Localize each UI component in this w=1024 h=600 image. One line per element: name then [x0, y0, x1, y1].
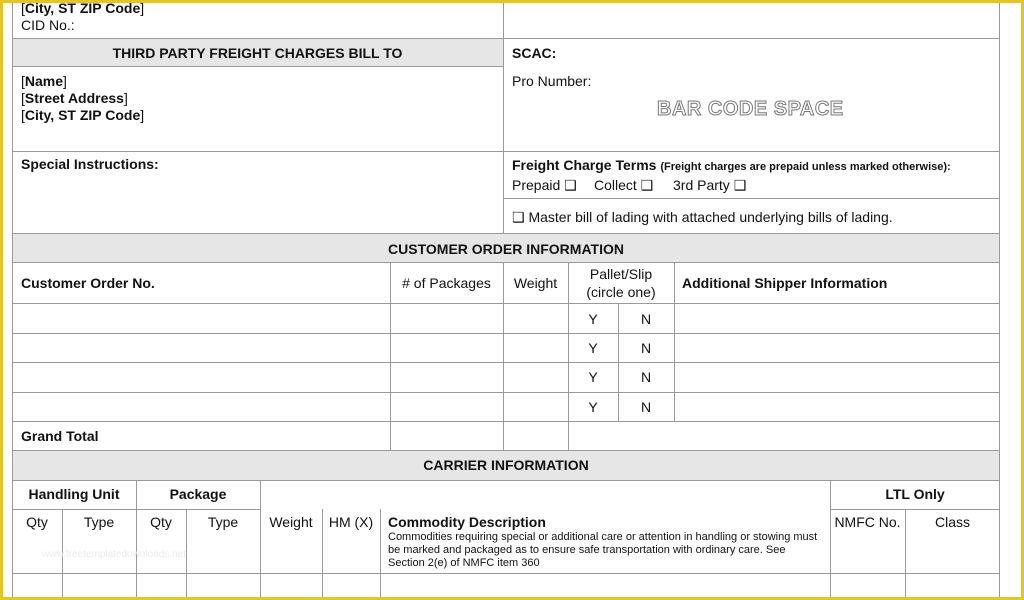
customer-order-header: CUSTOMER ORDER INFORMATION [388, 241, 624, 257]
master-bill-checkbox[interactable]: ❑ Master bill of lading with attached underlying bills of lading. [512, 209, 893, 225]
pallet-yes-option[interactable]: Y [588, 340, 598, 356]
col-nmfc-no: NMFC No. [834, 514, 901, 530]
col-class: Class [934, 514, 970, 530]
cid-number-label: CID No.: [21, 17, 75, 33]
col-weight: Weight [513, 275, 558, 291]
freight-charge-terms: Freight Charge Terms (Freight charges are prepaid unless marked otherwise): [512, 157, 951, 173]
col-handling-type: Type [83, 514, 115, 530]
handling-unit-header: Handling Unit [28, 486, 120, 502]
scac-label: SCAC: [512, 45, 557, 61]
slip-no-option[interactable]: N [640, 311, 652, 327]
slip-no-option[interactable]: N [640, 340, 652, 356]
barcode-space: BAR CODE SPACE [657, 98, 844, 120]
col-package-qty: Qty [150, 514, 172, 530]
pallet-yes-option[interactable]: Y [588, 311, 598, 327]
col-commodity-description: Commodity Description [388, 514, 546, 530]
bill-to-name-line[interactable]: [Name] [21, 73, 67, 89]
pallet-yes-option[interactable]: Y [588, 399, 598, 415]
bill-to-header: THIRD PARTY FREIGHT CHARGES BILL TO [112, 45, 403, 61]
carrier-info-header: CARRIER INFORMATION [423, 457, 589, 473]
faint-watermark: www.freetemplatedownloads.net [42, 549, 186, 560]
col-package-type: Type [207, 514, 239, 530]
commodity-description-note: Commodities requiring special or additional care or attention in handling or stowing must be marked and packaged as to ensure safe transportation with ordinary care. See Section 2(e) of NMFC item 360 [388, 531, 818, 569]
col-hazmat: HM (X) [328, 514, 374, 530]
prepaid-checkbox[interactable]: Prepaid ❑ [512, 177, 577, 193]
pro-number-label: Pro Number: [512, 73, 592, 89]
col-pallet-slip-note: (circle one) [586, 284, 656, 300]
col-pallet-slip: Pallet/Slip [589, 266, 653, 282]
grand-total-label: Grand Total [21, 428, 99, 444]
col-customer-order-no: Customer Order No. [21, 275, 155, 291]
col-additional-shipper-info: Additional Shipper Information [682, 275, 888, 291]
ship-from-city-line: [City, ST ZIP Code] [21, 0, 145, 16]
col-weight: Weight [269, 514, 313, 530]
pallet-yes-option[interactable]: Y [588, 369, 598, 385]
slip-no-option[interactable]: N [640, 369, 652, 385]
bill-to-city-line[interactable]: [City, ST ZIP Code] [21, 107, 145, 123]
bill-to-street-line[interactable]: [Street Address] [21, 90, 128, 106]
third-party-checkbox[interactable]: 3rd Party ❑ [673, 177, 747, 193]
collect-checkbox[interactable]: Collect ❑ [594, 177, 654, 193]
col-packages: # of Packages [402, 275, 491, 291]
ltl-only-header: LTL Only [885, 486, 945, 502]
package-header: Package [169, 486, 227, 502]
bill-of-lading-form [12, 0, 1000, 600]
slip-no-option[interactable]: N [640, 399, 652, 415]
special-instructions-label: Special Instructions: [21, 156, 159, 172]
col-handling-qty: Qty [26, 514, 48, 530]
